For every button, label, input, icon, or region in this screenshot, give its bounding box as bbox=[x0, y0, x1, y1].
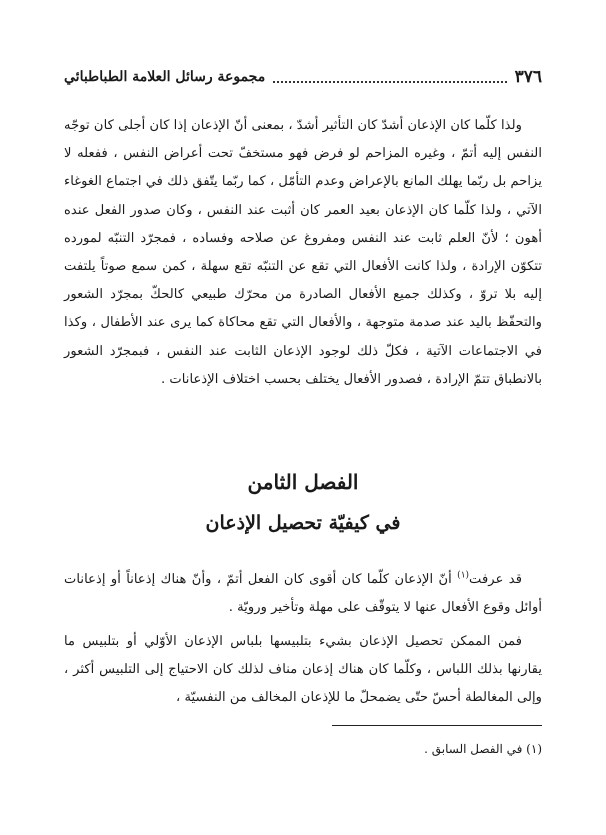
footnote-divider bbox=[332, 725, 542, 726]
page-number: ٣٧٦ bbox=[514, 67, 542, 87]
chapter-title: الفصل الثامن bbox=[247, 470, 359, 494]
running-title: مجموعة رسائل العلامة الطباطبائي bbox=[64, 69, 266, 85]
body-paragraph-1 bbox=[64, 112, 542, 394]
footnote-reference: (١) bbox=[457, 570, 470, 581]
paragraph-text: أنّ الإذعان كلّما كان أقوى كان الفعل أتمّ ، وأنّ هناك إذعاناً أو إذعانات أوائل وقوع الأفعال عنها لا يتوقّف على مهلة وتأخير ورويّة . bbox=[64, 572, 542, 615]
body-paragraph-2 bbox=[64, 566, 542, 622]
running-header bbox=[64, 64, 542, 90]
section-title: في كيفيّة تحصيل الإذعان bbox=[205, 512, 401, 534]
body-paragraph-3: فمن الممكن تحصيل الإذعان بشيء بتلبيسها بلباس الإذعان الأوّلي أو بتلبيس ما يقارنها بذلك اللباس ، وكلّما كان هناك إذعان مناف لذلك كان الاحتياج إلى التلبيس أكثر ، وإلى المغالطة أحسّ حتّى يضمحلّ ما للإذعان المخالف من النفسيّة ، bbox=[64, 634, 542, 705]
footnote: (١) في الفصل السابق . bbox=[424, 742, 542, 756]
paragraph-text: ولذا كلّما كان الإذعان أشدّ كان التأثير أشدّ ، بمعنى أنّ الإذعان إذا كان أجلى كان توجّه النفس إليه أتمّ ، وغيره المزاحم لو فرض فهو مستخفّ تحت أعراض النفس ، ففعله لا يزاحم بل ربّما يهلك المانع بالإعراض وعدم التأمّل ، كما ربّما يتّفق ذلك في اجتماع الغوغاء الآتي ، ولذا كلّما كان الإذعان بعيد العمر كان أثبت عند النفس ، وكان صدور الفعل عنده أهون ؛ لأنّ العلم ثابت عند النفس ومفروغ عن صلاحه وفساده ، فمجرّد التنبّه لمورده تتكوّن الإرادة ، ولذا كانت الأفعال التي تقع عن التنبّه تقع سهلة ، كمن سمع صوتاً يلتفت إليه بلا تروّ ، وكذلك جميع الأفعال الصادرة من محرّك طبيعي كالحكّ بمجرّد الشعور والتحفّظ باليد عند صدمة متوجهة ، والأفعال التي تقع محاكاة كما يرى عند الأطفال ، وكذا في الاجتماعات الآتية ، فكلّ ذلك لوجود الإذعان الثابت عند النفس ، فبمجرّد الشعور بالانطباق تتمّ الإرادة ، فصدور الأفعال يختلف بحسب اختلاف الإذعانات . bbox=[64, 118, 542, 387]
paragraph-text: قد عرفت bbox=[469, 572, 522, 587]
body-section bbox=[64, 566, 542, 718]
dotted-leader bbox=[273, 81, 506, 83]
